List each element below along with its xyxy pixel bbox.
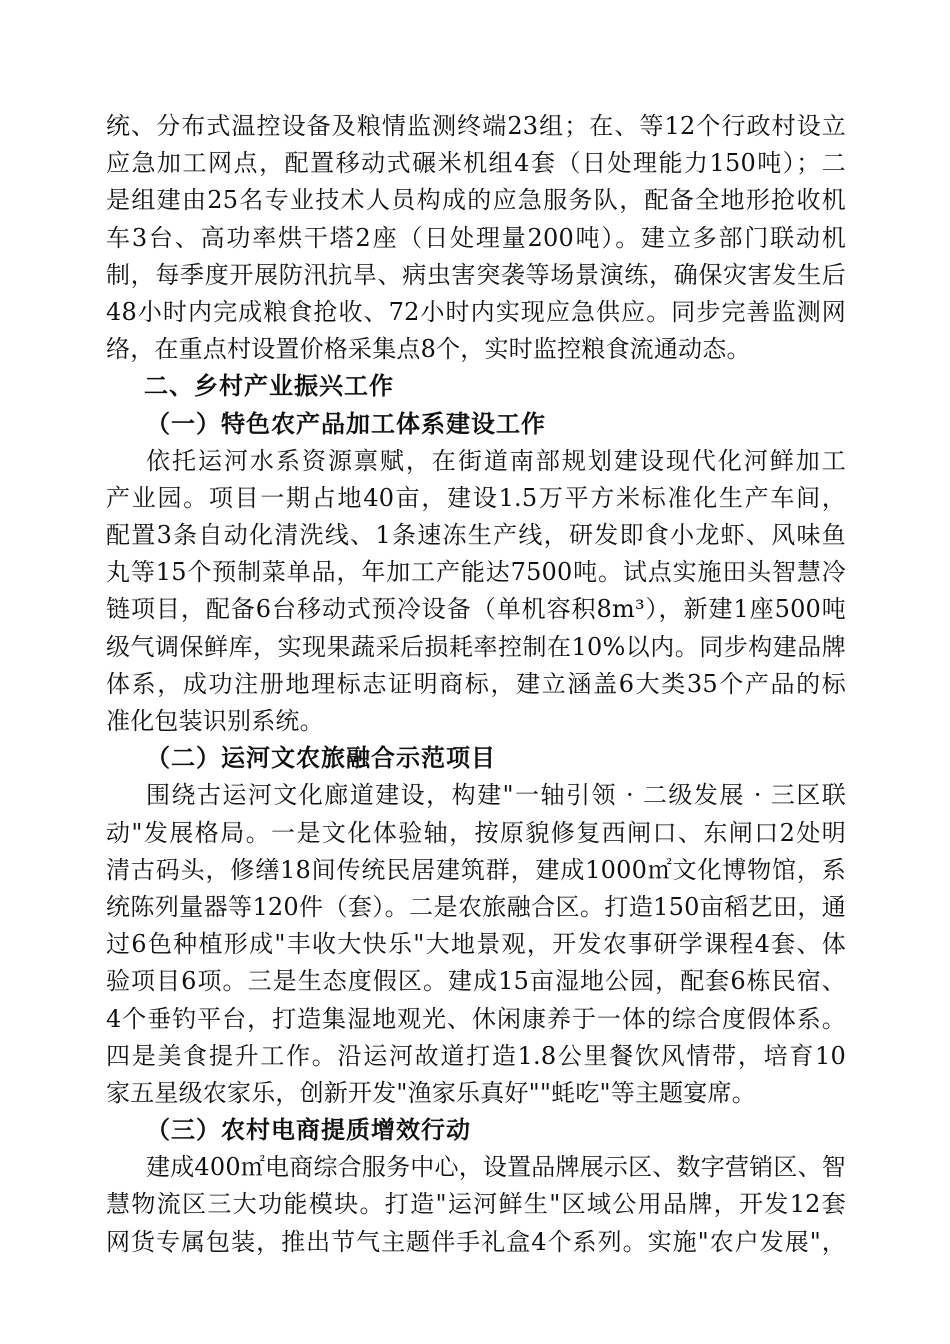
paragraph-line: 家五星级农家乐，创新开发"渔家乐真好""蚝吃"等主题宴席。: [106, 1078, 756, 1107]
paragraph-line: 级气调保鲜库，实现果蔬采后损耗率控制在10%以内。同步构建品牌: [106, 632, 846, 661]
paragraph-line: 48小时内完成粮食抢收、72小时内实现应急供应。同步完善监测网: [106, 297, 846, 326]
paragraph-line: 动"发展格局。一是文化体验轴，按原貌修复西闸口、东闸口2处明: [106, 818, 846, 847]
paragraph-line: 体系，成功注册地理标志证明商标，建立涵盖6大类35个产品的标: [106, 669, 846, 698]
paragraph-line: 慧物流区三大功能模块。打造"运河鲜生"区域公用品牌，开发12套: [106, 1190, 846, 1219]
subsection-heading-processing: （一）特色农产品加工体系建设工作: [146, 409, 546, 438]
paragraph-line: 验项目6项。三是生态度假区。建成15亩湿地公园，配套6栋民宿、: [106, 967, 846, 996]
subsection-heading-canal-tourism: （二）运河文农旅融合示范项目: [146, 744, 496, 773]
paragraph-line: 4个垂钓平台，打造集湿地观光、休闲康养于一体的综合度假体系。: [106, 1004, 846, 1033]
subsection-heading-ecommerce: （三）农村电商提质增效行动: [146, 1116, 471, 1145]
paragraph-line: 清古码头，修缮18间传统民居建筑群，建成1000㎡文化博物馆，系: [106, 855, 846, 884]
paragraph-line: 应急加工网点，配置移动式碾米机组4套（日处理能力150吨）；二: [106, 149, 846, 178]
paragraph-line: 依托运河水系资源禀赋，在街道南部规划建设现代化河鲜加工: [146, 446, 846, 475]
document-body: [106, 108, 846, 1261]
paragraph-line: 丸等15个预制菜单品，年加工产能达7500吨。试点实施田头智慧冷: [106, 558, 846, 587]
paragraph-processing: [106, 443, 846, 741]
paragraph-line: 统陈列量器等120件（套）。二是农旅融合区。打造150亩稻艺田，通: [106, 892, 846, 921]
paragraph-canal-tourism: [106, 777, 846, 1112]
section-heading-rural-industry: 二、乡村产业振兴工作: [144, 372, 394, 401]
paragraph-line: 配置3条自动化清洗线、1条速冻生产线，研发即食小龙虾、风味鱼: [106, 521, 846, 550]
paragraph-line: 围绕古运河文化廊道建设，构建"一轴引领 · 二级发展 · 三区联: [146, 781, 846, 810]
paragraph-line: 四是美食提升工作。沿运河故道打造1.8公里餐饮风情带，培育10: [106, 1041, 846, 1070]
paragraph-line: 链项目，配备6台移动式预冷设备（单机容积8m³），新建1座500吨: [106, 595, 846, 624]
paragraph-line: 产业园。项目一期占地40亩，建设1.5万平方米标准化生产车间，: [106, 483, 846, 512]
paragraph-line: 制，每季度开展防汛抗旱、病虫害突袭等场景演练，确保灾害发生后: [106, 260, 846, 289]
paragraph-line: 网货专属包装，推出节气主题伴手礼盒4个系列。实施"农户发展"，: [106, 1227, 846, 1256]
paragraph-line: 建成400㎡电商综合服务中心，设置品牌展示区、数字营销区、智: [146, 1153, 846, 1182]
paragraph-line: 车3台、高功率烘干塔2座（日处理量200吨）。建立多部门联动机: [106, 223, 846, 252]
paragraph-line: 络，在重点村设置价格采集点8个，实时监控粮食流通动态。: [106, 335, 751, 364]
paragraph-line: 是组建由25名专业技术人员构成的应急服务队，配备全地形抢收机: [106, 186, 846, 215]
paragraph-ecommerce: [106, 1149, 846, 1261]
paragraph-line: 准化包装识别系统。: [106, 707, 324, 735]
paragraph-emergency-grain: [106, 108, 846, 368]
paragraph-line: 过6色种植形成"丰收大快乐"大地景观，开发农事研学课程4套、体: [106, 930, 846, 959]
paragraph-line: 统、分布式温控设备及粮情监测终端23组；在、等12个行政村设立: [106, 112, 846, 140]
